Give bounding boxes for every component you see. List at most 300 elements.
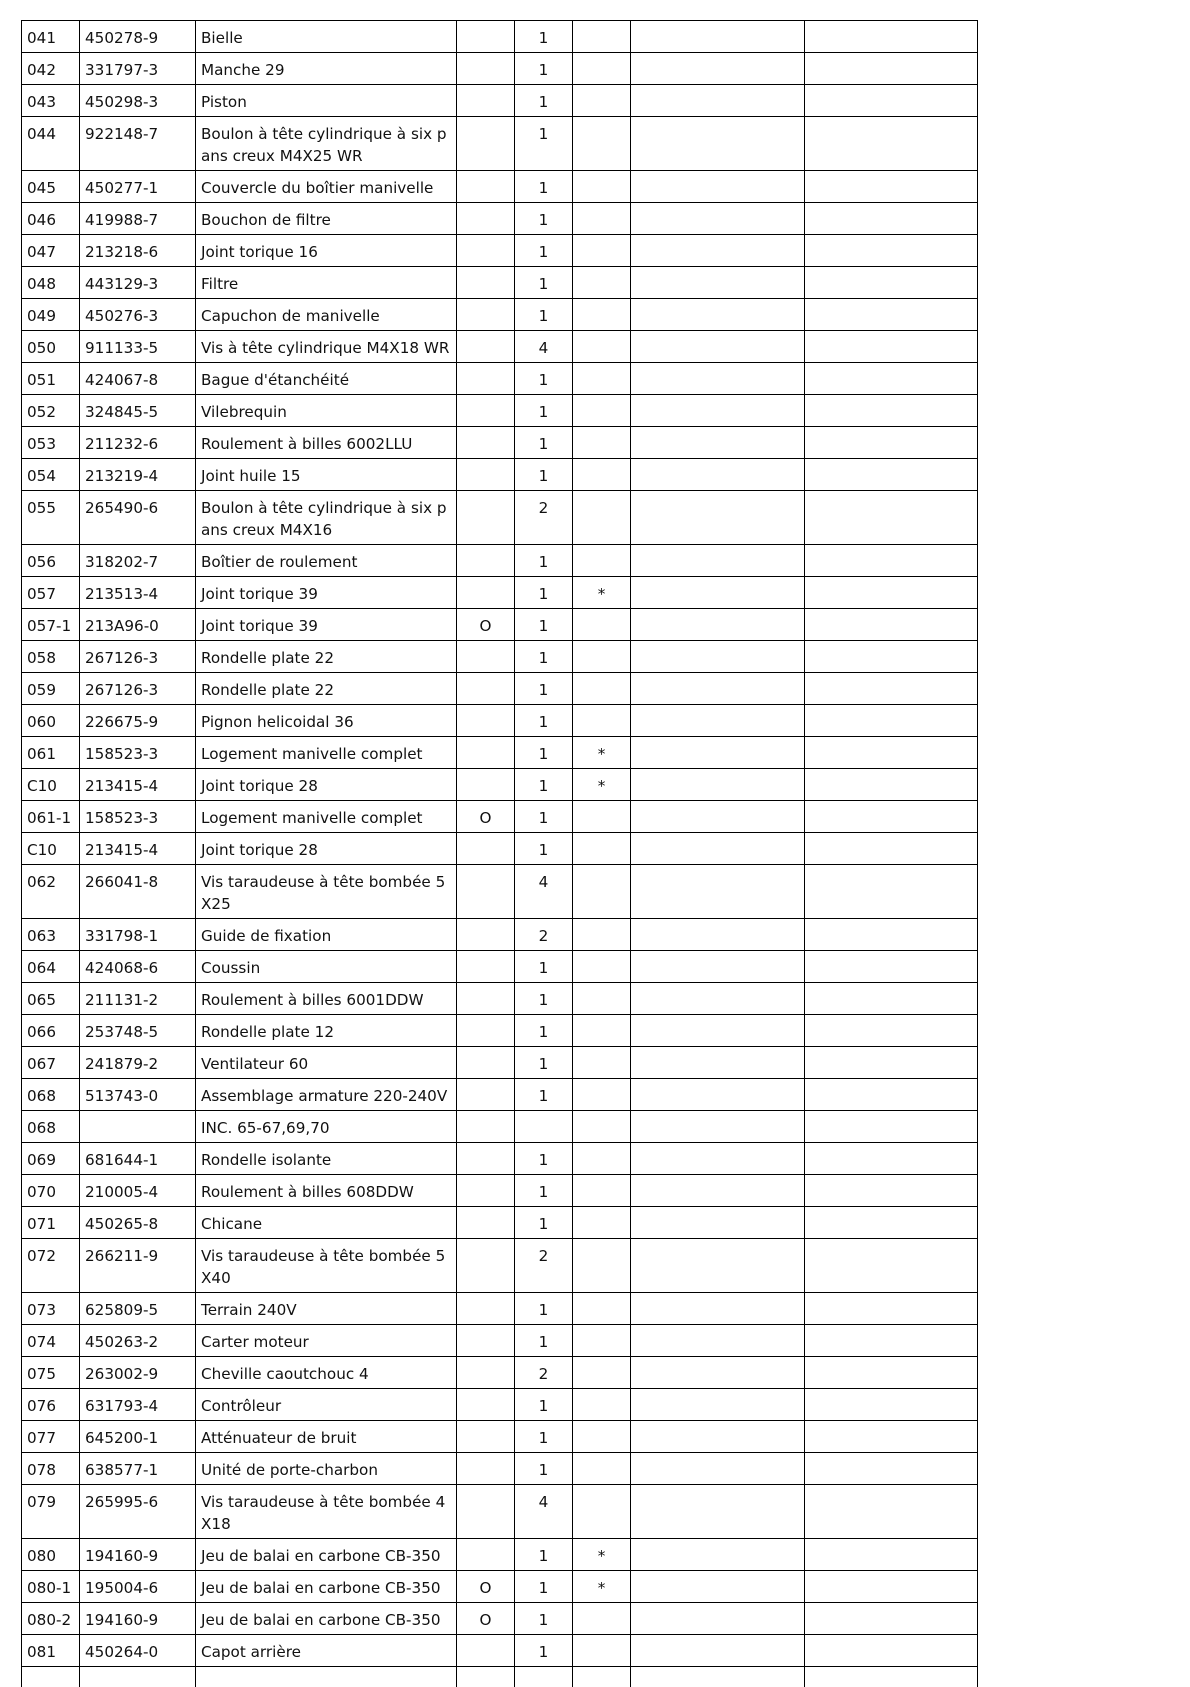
empty-cell — [805, 491, 978, 545]
note-mark-cell — [573, 545, 631, 577]
part-number-cell: 513743-0 — [80, 1079, 196, 1111]
table-row — [22, 801, 978, 833]
description-cell: Boulon à tête cylindrique à six pans creux M4X25 WR — [196, 117, 457, 171]
option-cell — [457, 1539, 515, 1571]
quantity-cell: 1 — [515, 801, 573, 833]
empty-cell — [805, 171, 978, 203]
item-number-cell: 063 — [22, 919, 80, 951]
description-cell: Filtre — [196, 267, 457, 299]
table-row — [22, 203, 978, 235]
item-number-cell: 048 — [22, 267, 80, 299]
empty-cell — [22, 1667, 80, 1687]
table-row — [22, 1421, 978, 1453]
table-row — [22, 1175, 978, 1207]
empty-cell — [457, 1667, 515, 1687]
item-number-cell: 073 — [22, 1293, 80, 1325]
empty-cell — [631, 1357, 805, 1389]
table-row — [22, 1389, 978, 1421]
empty-cell — [573, 1667, 631, 1687]
description-cell: Joint torique 39 — [196, 577, 457, 609]
part-number-cell: 266211-9 — [80, 1239, 196, 1293]
option-cell — [457, 1015, 515, 1047]
empty-cell — [80, 1667, 196, 1687]
option-cell — [457, 1207, 515, 1239]
empty-cell — [631, 1539, 805, 1571]
empty-cell — [631, 85, 805, 117]
note-mark-cell: * — [573, 1539, 631, 1571]
description-cell: Atténuateur de bruit — [196, 1421, 457, 1453]
item-number-cell: 043 — [22, 85, 80, 117]
table-row — [22, 1239, 978, 1293]
option-cell — [457, 737, 515, 769]
option-cell — [457, 1635, 515, 1667]
table-row — [22, 491, 978, 545]
empty-cell — [805, 577, 978, 609]
option-cell — [457, 1293, 515, 1325]
option-cell — [457, 769, 515, 801]
description-cell: Jeu de balai en carbone CB-350 — [196, 1539, 457, 1571]
part-number-cell: 631793-4 — [80, 1389, 196, 1421]
quantity-cell: 1 — [515, 117, 573, 171]
description-cell: Coussin — [196, 951, 457, 983]
empty-cell — [631, 331, 805, 363]
option-cell — [457, 1143, 515, 1175]
empty-cell — [805, 117, 978, 171]
table-row — [22, 363, 978, 395]
item-number-cell: 061 — [22, 737, 80, 769]
empty-cell — [631, 1079, 805, 1111]
part-number-cell: 324845-5 — [80, 395, 196, 427]
empty-cell — [631, 1389, 805, 1421]
item-number-cell: 049 — [22, 299, 80, 331]
table-row — [22, 545, 978, 577]
part-number-cell: 625809-5 — [80, 1293, 196, 1325]
option-cell — [457, 331, 515, 363]
empty-cell — [805, 53, 978, 85]
note-mark-cell — [573, 1079, 631, 1111]
option-cell — [457, 85, 515, 117]
empty-cell — [631, 21, 805, 53]
table-row — [22, 609, 978, 641]
empty-cell — [631, 769, 805, 801]
item-number-cell: 076 — [22, 1389, 80, 1421]
description-cell: Vis à tête cylindrique M4X18 WR — [196, 331, 457, 363]
quantity-cell: 1 — [515, 737, 573, 769]
table-row — [22, 1603, 978, 1635]
option-cell — [457, 267, 515, 299]
option-cell — [457, 1175, 515, 1207]
empty-cell — [631, 1667, 805, 1687]
option-cell — [457, 203, 515, 235]
table-row — [22, 53, 978, 85]
quantity-cell: 1 — [515, 299, 573, 331]
note-mark-cell — [573, 1389, 631, 1421]
empty-cell — [631, 235, 805, 267]
option-cell — [457, 577, 515, 609]
quantity-cell: 1 — [515, 395, 573, 427]
description-cell: Rondelle isolante — [196, 1143, 457, 1175]
part-number-cell: 211232-6 — [80, 427, 196, 459]
quantity-cell: 1 — [515, 1325, 573, 1357]
option-cell — [457, 833, 515, 865]
empty-cell — [631, 865, 805, 919]
item-number-cell: 074 — [22, 1325, 80, 1357]
part-number-cell: 922148-7 — [80, 117, 196, 171]
part-number-cell: 241879-2 — [80, 1047, 196, 1079]
option-cell — [457, 919, 515, 951]
empty-cell — [805, 865, 978, 919]
quantity-cell: 1 — [515, 459, 573, 491]
empty-cell — [805, 235, 978, 267]
quantity-cell: 1 — [515, 609, 573, 641]
empty-cell — [805, 1079, 978, 1111]
note-mark-cell — [573, 363, 631, 395]
description-cell: Assemblage armature 220-240V — [196, 1079, 457, 1111]
empty-cell — [805, 1603, 978, 1635]
option-cell — [457, 951, 515, 983]
empty-cell — [631, 1635, 805, 1667]
description-cell: Rondelle plate 12 — [196, 1015, 457, 1047]
empty-cell — [515, 1667, 573, 1687]
empty-cell — [805, 203, 978, 235]
item-number-cell: 071 — [22, 1207, 80, 1239]
table-row — [22, 1571, 978, 1603]
description-cell: Roulement à billes 6002LLU — [196, 427, 457, 459]
item-number-cell: 079 — [22, 1485, 80, 1539]
note-mark-cell — [573, 951, 631, 983]
option-cell — [457, 1079, 515, 1111]
quantity-cell: 1 — [515, 1047, 573, 1079]
item-number-cell: 054 — [22, 459, 80, 491]
option-cell — [457, 395, 515, 427]
part-number-cell: 424067-8 — [80, 363, 196, 395]
quantity-cell: 1 — [515, 1603, 573, 1635]
empty-cell — [805, 705, 978, 737]
empty-cell — [805, 951, 978, 983]
note-mark-cell: * — [573, 737, 631, 769]
empty-cell — [631, 641, 805, 673]
empty-cell — [805, 1571, 978, 1603]
empty-cell — [805, 1539, 978, 1571]
parts-table — [21, 20, 978, 1687]
note-mark-cell — [573, 609, 631, 641]
part-number-cell: 419988-7 — [80, 203, 196, 235]
empty-cell — [805, 21, 978, 53]
part-number-cell: 443129-3 — [80, 267, 196, 299]
part-number-cell: 263002-9 — [80, 1357, 196, 1389]
table-row — [22, 459, 978, 491]
description-cell: Vis taraudeuse à tête bombée 5X40 — [196, 1239, 457, 1293]
empty-cell — [631, 1047, 805, 1079]
option-cell: O — [457, 609, 515, 641]
note-mark-cell — [573, 801, 631, 833]
item-number-cell: 065 — [22, 983, 80, 1015]
part-number-cell: 213513-4 — [80, 577, 196, 609]
empty-cell — [631, 117, 805, 171]
quantity-cell: 1 — [515, 1571, 573, 1603]
item-number-cell: 051 — [22, 363, 80, 395]
part-number-cell: 318202-7 — [80, 545, 196, 577]
quantity-cell: 1 — [515, 577, 573, 609]
note-mark-cell — [573, 203, 631, 235]
note-mark-cell — [573, 641, 631, 673]
item-number-cell: 046 — [22, 203, 80, 235]
part-number-cell: 911133-5 — [80, 331, 196, 363]
note-mark-cell — [573, 1421, 631, 1453]
item-number-cell: 077 — [22, 1421, 80, 1453]
part-number-cell: 226675-9 — [80, 705, 196, 737]
option-cell — [457, 1485, 515, 1539]
item-number-cell: C10 — [22, 769, 80, 801]
table-row — [22, 1079, 978, 1111]
empty-cell — [805, 919, 978, 951]
part-number-cell: 213218-6 — [80, 235, 196, 267]
empty-cell — [631, 299, 805, 331]
note-mark-cell — [573, 1293, 631, 1325]
empty-cell — [805, 1421, 978, 1453]
description-cell: Terrain 240V — [196, 1293, 457, 1325]
empty-cell — [631, 171, 805, 203]
table-row — [22, 1539, 978, 1571]
quantity-cell: 1 — [515, 951, 573, 983]
quantity-cell: 1 — [515, 427, 573, 459]
description-cell: Logement manivelle complet — [196, 737, 457, 769]
quantity-cell: 4 — [515, 1485, 573, 1539]
table-row — [22, 705, 978, 737]
option-cell — [457, 363, 515, 395]
description-cell: Joint torique 28 — [196, 769, 457, 801]
empty-cell — [805, 85, 978, 117]
description-cell: Joint huile 15 — [196, 459, 457, 491]
empty-cell — [631, 1239, 805, 1293]
empty-cell — [805, 1175, 978, 1207]
table-row — [22, 1111, 978, 1143]
part-number-cell: 158523-3 — [80, 801, 196, 833]
item-number-cell: 059 — [22, 673, 80, 705]
empty-cell — [805, 1453, 978, 1485]
part-number-cell — [80, 1111, 196, 1143]
table-row — [22, 395, 978, 427]
quantity-cell: 1 — [515, 203, 573, 235]
item-number-cell: 080 — [22, 1539, 80, 1571]
quantity-cell: 1 — [515, 833, 573, 865]
option-cell — [457, 983, 515, 1015]
empty-cell — [805, 363, 978, 395]
empty-cell — [805, 427, 978, 459]
item-number-cell: 047 — [22, 235, 80, 267]
empty-cell — [631, 1453, 805, 1485]
option-cell — [457, 1325, 515, 1357]
item-number-cell: 064 — [22, 951, 80, 983]
note-mark-cell — [573, 117, 631, 171]
empty-cell — [631, 1015, 805, 1047]
option-cell: O — [457, 1571, 515, 1603]
empty-cell — [631, 737, 805, 769]
option-cell — [457, 427, 515, 459]
description-cell: Manche 29 — [196, 53, 457, 85]
part-number-cell: 213415-4 — [80, 769, 196, 801]
quantity-cell: 1 — [515, 1015, 573, 1047]
quantity-cell: 2 — [515, 919, 573, 951]
empty-cell — [805, 983, 978, 1015]
empty-cell — [631, 203, 805, 235]
note-mark-cell — [573, 1143, 631, 1175]
table-row — [22, 833, 978, 865]
table-row-continuation — [22, 1667, 978, 1687]
quantity-cell: 1 — [515, 1175, 573, 1207]
empty-cell — [631, 1485, 805, 1539]
item-number-cell: 069 — [22, 1143, 80, 1175]
description-cell: Vis taraudeuse à tête bombée 5X25 — [196, 865, 457, 919]
quantity-cell: 1 — [515, 769, 573, 801]
empty-cell — [631, 609, 805, 641]
description-cell: Bouchon de filtre — [196, 203, 457, 235]
empty-cell — [805, 395, 978, 427]
empty-cell — [631, 1603, 805, 1635]
table-row — [22, 299, 978, 331]
empty-cell — [631, 983, 805, 1015]
option-cell — [457, 1357, 515, 1389]
quantity-cell — [515, 1111, 573, 1143]
empty-cell — [631, 267, 805, 299]
empty-cell — [631, 1325, 805, 1357]
description-cell: Boulon à tête cylindrique à six pans creux M4X16 — [196, 491, 457, 545]
description-cell: Pignon helicoidal 36 — [196, 705, 457, 737]
option-cell — [457, 491, 515, 545]
empty-cell — [631, 1293, 805, 1325]
table-row — [22, 951, 978, 983]
part-number-cell: 681644-1 — [80, 1143, 196, 1175]
note-mark-cell: * — [573, 769, 631, 801]
note-mark-cell — [573, 865, 631, 919]
description-cell: Joint torique 16 — [196, 235, 457, 267]
quantity-cell: 1 — [515, 235, 573, 267]
item-number-cell: 057 — [22, 577, 80, 609]
description-cell: Unité de porte-charbon — [196, 1453, 457, 1485]
table-row — [22, 427, 978, 459]
item-number-cell: 068 — [22, 1111, 80, 1143]
note-mark-cell — [573, 171, 631, 203]
empty-cell — [805, 609, 978, 641]
item-number-cell: 078 — [22, 1453, 80, 1485]
item-number-cell: 080-1 — [22, 1571, 80, 1603]
table-row — [22, 769, 978, 801]
table-row — [22, 983, 978, 1015]
empty-cell — [631, 1207, 805, 1239]
table-row — [22, 1635, 978, 1667]
note-mark-cell — [573, 267, 631, 299]
empty-cell — [805, 833, 978, 865]
note-mark-cell — [573, 1325, 631, 1357]
option-cell — [457, 1047, 515, 1079]
part-number-cell: 450264-0 — [80, 1635, 196, 1667]
option-cell — [457, 1389, 515, 1421]
part-number-cell: 265995-6 — [80, 1485, 196, 1539]
item-number-cell: 041 — [22, 21, 80, 53]
quantity-cell: 1 — [515, 641, 573, 673]
description-cell: Guide de fixation — [196, 919, 457, 951]
note-mark-cell: * — [573, 1571, 631, 1603]
empty-cell — [805, 801, 978, 833]
quantity-cell: 1 — [515, 1453, 573, 1485]
quantity-cell: 1 — [515, 1293, 573, 1325]
description-cell: Joint torique 28 — [196, 833, 457, 865]
part-number-cell: 267126-3 — [80, 641, 196, 673]
option-cell: O — [457, 1603, 515, 1635]
quantity-cell: 4 — [515, 331, 573, 363]
option-cell — [457, 1239, 515, 1293]
empty-cell — [631, 919, 805, 951]
description-cell: Couvercle du boîtier manivelle — [196, 171, 457, 203]
description-cell: Roulement à billes 608DDW — [196, 1175, 457, 1207]
empty-cell — [805, 1207, 978, 1239]
option-cell — [457, 545, 515, 577]
quantity-cell: 1 — [515, 1539, 573, 1571]
empty-cell — [631, 363, 805, 395]
option-cell — [457, 171, 515, 203]
table-row — [22, 1143, 978, 1175]
table-row — [22, 331, 978, 363]
table-row — [22, 1047, 978, 1079]
description-cell: Vis taraudeuse à tête bombée 4X18 — [196, 1485, 457, 1539]
empty-cell — [631, 491, 805, 545]
note-mark-cell — [573, 235, 631, 267]
item-number-cell: 045 — [22, 171, 80, 203]
quantity-cell: 2 — [515, 491, 573, 545]
description-cell: Capot arrière — [196, 1635, 457, 1667]
table-row — [22, 21, 978, 53]
table-row — [22, 1207, 978, 1239]
item-number-cell: 050 — [22, 331, 80, 363]
description-cell: Bielle — [196, 21, 457, 53]
note-mark-cell — [573, 1175, 631, 1207]
empty-cell — [631, 1175, 805, 1207]
empty-cell — [631, 705, 805, 737]
quantity-cell: 1 — [515, 1635, 573, 1667]
item-number-cell: 042 — [22, 53, 80, 85]
option-cell — [457, 299, 515, 331]
note-mark-cell — [573, 299, 631, 331]
empty-cell — [631, 833, 805, 865]
empty-cell — [631, 577, 805, 609]
part-number-cell: 195004-6 — [80, 1571, 196, 1603]
empty-cell — [631, 545, 805, 577]
table-row — [22, 1325, 978, 1357]
table-row — [22, 85, 978, 117]
part-number-cell: 265490-6 — [80, 491, 196, 545]
empty-cell — [805, 1047, 978, 1079]
part-number-cell: 450263-2 — [80, 1325, 196, 1357]
note-mark-cell — [573, 395, 631, 427]
quantity-cell: 1 — [515, 267, 573, 299]
empty-cell — [631, 427, 805, 459]
quantity-cell: 1 — [515, 1421, 573, 1453]
quantity-cell: 1 — [515, 53, 573, 85]
item-number-cell: 057-1 — [22, 609, 80, 641]
option-cell: O — [457, 801, 515, 833]
quantity-cell: 1 — [515, 545, 573, 577]
description-cell: Logement manivelle complet — [196, 801, 457, 833]
item-number-cell: 052 — [22, 395, 80, 427]
note-mark-cell — [573, 491, 631, 545]
table-row — [22, 1357, 978, 1389]
part-number-cell: 331797-3 — [80, 53, 196, 85]
note-mark-cell — [573, 1603, 631, 1635]
empty-cell — [631, 673, 805, 705]
description-cell: Bague d'étanchéité — [196, 363, 457, 395]
description-cell: Rondelle plate 22 — [196, 641, 457, 673]
option-cell — [457, 235, 515, 267]
